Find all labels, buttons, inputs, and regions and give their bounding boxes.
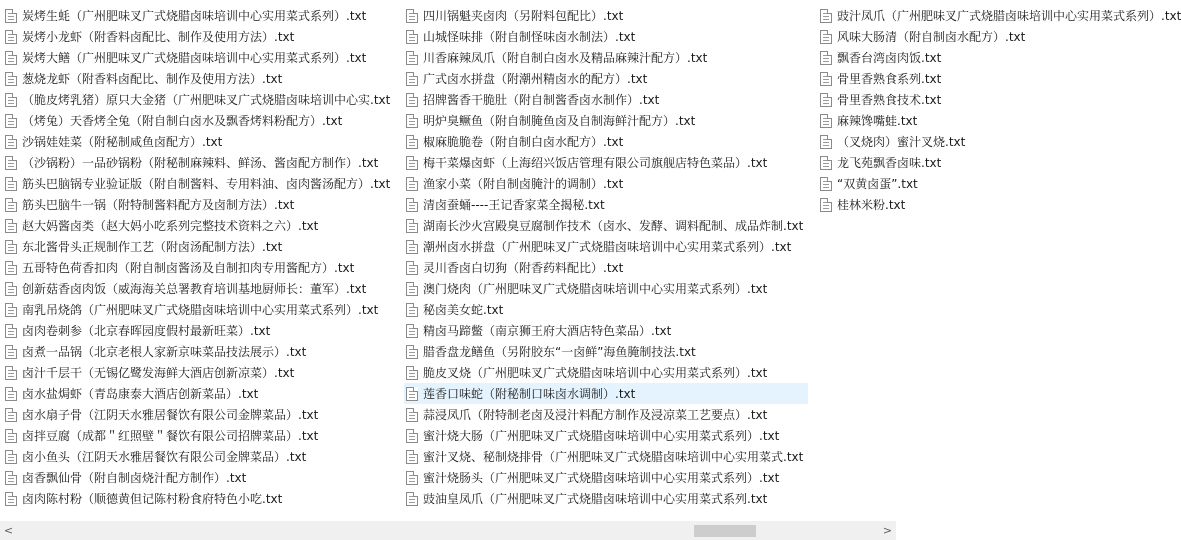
text-file-icon bbox=[5, 93, 17, 107]
file-item[interactable] bbox=[3, 47, 401, 68]
file-name: 东北酱骨头正规制作工艺（附卤汤配制方法）.txt bbox=[22, 240, 283, 254]
file-name: 沙锅娃娃菜（附秘制咸鱼卤配方）.txt bbox=[22, 135, 223, 149]
text-file-icon bbox=[406, 198, 418, 212]
file-item[interactable] bbox=[404, 320, 808, 341]
file-name: 卤煮一品锅（北京老根人家新京味菜品技法展示）.txt bbox=[22, 345, 307, 359]
file-item[interactable] bbox=[818, 47, 942, 68]
text-file-icon bbox=[406, 408, 418, 422]
text-file-icon bbox=[5, 51, 17, 65]
file-item[interactable] bbox=[404, 425, 808, 446]
file-name: 骨里香熟食技术.txt bbox=[837, 93, 942, 107]
file-name: 蜜汁烧肠头（广州肥味叉广式烧腊卤味培训中心实用菜式系列）.txt bbox=[423, 471, 780, 485]
file-name: 南乳吊烧鸽（广州肥味叉广式烧腊卤味培训中心实用菜式系列）.txt bbox=[22, 303, 379, 317]
file-name: 创新菇香卤肉饭（威海海关总署教育培训基地厨师长：董军）.txt bbox=[22, 282, 367, 296]
file-name: 炭烤小龙虾（附香料卤配比、制作及使用方法）.txt bbox=[22, 30, 295, 44]
file-item[interactable] bbox=[404, 26, 808, 47]
text-file-icon bbox=[406, 261, 418, 275]
text-file-icon bbox=[5, 261, 17, 275]
text-file-icon bbox=[5, 429, 17, 443]
file-name: 秘卤美女蛇.txt bbox=[423, 303, 504, 317]
text-file-icon bbox=[406, 114, 418, 128]
file-item[interactable] bbox=[818, 26, 1026, 47]
file-name: 灵川香卤白切狗（附香药料配比）.txt bbox=[423, 261, 624, 275]
file-name: 山城怪味排（附自制怪味卤水制法）.txt bbox=[423, 30, 636, 44]
file-item[interactable] bbox=[3, 488, 401, 509]
file-name: 蜜汁烧大肠（广州肥味叉广式烧腊卤味培训中心实用菜式系列）.txt bbox=[423, 429, 780, 443]
file-name: （烤兔）天香烤全兔（附自制白卤水及飘香烤料粉配方）.txt bbox=[22, 114, 343, 128]
text-file-icon bbox=[406, 177, 418, 191]
file-name: （叉烧肉）蜜汁叉烧.txt bbox=[837, 135, 966, 149]
text-file-icon bbox=[5, 345, 17, 359]
file-item[interactable] bbox=[404, 215, 808, 236]
text-file-icon bbox=[5, 198, 17, 212]
file-item[interactable] bbox=[3, 257, 401, 278]
file-name: 明炉臭鳜鱼（附自制腌鱼卤及自制海鲜汁配方）.txt bbox=[423, 114, 696, 128]
file-name: 湖南长沙火宫殿臭豆腐制作技术（卤水、发酵、调料配制、成品炸制.txt bbox=[423, 219, 804, 233]
file-column-1 bbox=[3, 5, 401, 509]
file-item[interactable] bbox=[3, 26, 401, 47]
text-file-icon bbox=[5, 324, 17, 338]
text-file-icon bbox=[406, 30, 418, 44]
file-item[interactable] bbox=[3, 467, 401, 488]
scroll-right-arrow-icon[interactable]: > bbox=[882, 524, 893, 537]
file-item[interactable] bbox=[404, 5, 808, 26]
text-file-icon bbox=[406, 324, 418, 338]
file-item[interactable] bbox=[404, 194, 808, 215]
text-file-icon bbox=[5, 177, 17, 191]
file-name: 脆皮叉烧（广州肥味叉广式烧腊卤味培训中心实用菜式系列）.txt bbox=[423, 366, 768, 380]
file-item[interactable] bbox=[3, 320, 401, 341]
file-item[interactable] bbox=[404, 257, 808, 278]
text-file-icon bbox=[5, 408, 17, 422]
file-name: 五哥特色荷香扣肉（附自制卤酱汤及自制扣肉专用酱配方）.txt bbox=[22, 261, 355, 275]
scrollbar-thumb[interactable] bbox=[694, 525, 756, 537]
text-file-icon bbox=[406, 240, 418, 254]
file-name: 广式卤水拼盘（附潮州精卤水的配方）.txt bbox=[423, 72, 648, 86]
file-name: 豉油皇凤爪（广州肥味叉广式烧腊卤味培训中心实用菜式系列.txt bbox=[423, 492, 768, 506]
text-file-icon bbox=[5, 492, 17, 506]
file-item[interactable] bbox=[3, 236, 401, 257]
text-file-icon bbox=[5, 240, 17, 254]
text-file-icon bbox=[5, 219, 17, 233]
file-item[interactable] bbox=[404, 341, 808, 362]
file-name: 梅干菜爆卤虾（上海绍兴饭店管理有限公司旗舰店特色菜品）.txt bbox=[423, 156, 768, 170]
text-file-icon bbox=[820, 198, 832, 212]
file-name: 葱烧龙虾（附香料卤配比、制作及使用方法）.txt bbox=[22, 72, 283, 86]
text-file-icon bbox=[5, 30, 17, 44]
file-name: 蜜汁叉烧、秘制烧排骨（广州肥味叉广式烧腊卤味培训中心实用菜式.txt bbox=[423, 450, 804, 464]
file-item[interactable] bbox=[404, 110, 808, 131]
file-name: 清卤蚕蛹----王记香家菜全揭秘.txt bbox=[423, 198, 605, 212]
text-file-icon bbox=[406, 51, 418, 65]
text-file-icon bbox=[5, 135, 17, 149]
file-name: “双黄卤蛋”.txt bbox=[837, 177, 918, 191]
scroll-left-arrow-icon[interactable]: < bbox=[3, 524, 14, 537]
file-name: 卤香飘仙骨（附自制卤烧汁配方制作）.txt bbox=[22, 471, 247, 485]
file-item[interactable] bbox=[404, 47, 808, 68]
file-name: 卤肉陈村粉（顺德黄但记陈村粉食府特色小吃.txt bbox=[22, 492, 283, 506]
file-item[interactable] bbox=[404, 383, 808, 404]
file-column-3 bbox=[818, 5, 1181, 215]
text-file-icon bbox=[5, 303, 17, 317]
file-name: 炭烤生蚝（广州肥味叉广式烧腊卤味培训中心实用菜式系列）.txt bbox=[22, 9, 367, 23]
file-name: 招牌酱香干脆肚（附自制酱香卤水制作）.txt bbox=[423, 93, 660, 107]
file-item[interactable] bbox=[3, 362, 401, 383]
text-file-icon bbox=[406, 72, 418, 86]
text-file-icon bbox=[5, 156, 17, 170]
file-name: 风味大肠清（附自制卤水配方）.txt bbox=[837, 30, 1026, 44]
text-file-icon bbox=[406, 93, 418, 107]
file-name: 卤肉卷刺参（北京春晖园度假村最新旺菜）.txt bbox=[22, 324, 271, 338]
text-file-icon bbox=[5, 471, 17, 485]
text-file-icon bbox=[5, 366, 17, 380]
text-file-icon bbox=[5, 72, 17, 86]
file-name: 蒜浸凤爪（附特制老卤及浸汁料配方制作及浸凉菜工艺要点）.txt bbox=[423, 408, 768, 422]
text-file-icon bbox=[406, 492, 418, 506]
file-item[interactable] bbox=[3, 152, 401, 173]
file-name: 四川锅魁夹卤肉（另附料包配比）.txt bbox=[423, 9, 624, 23]
text-file-icon bbox=[406, 9, 418, 23]
file-item[interactable] bbox=[3, 425, 401, 446]
file-item[interactable] bbox=[404, 299, 808, 320]
file-item[interactable] bbox=[404, 173, 808, 194]
text-file-icon bbox=[5, 9, 17, 23]
file-item[interactable] bbox=[818, 131, 966, 152]
file-item[interactable] bbox=[3, 110, 401, 131]
file-item[interactable] bbox=[404, 89, 808, 110]
file-item[interactable] bbox=[3, 299, 401, 320]
file-name: 卤水扇子骨（江阴天水雅居餐饮有限公司金牌菜品）.txt bbox=[22, 408, 319, 422]
file-item[interactable] bbox=[3, 173, 401, 194]
file-name: 炭烤大鳝（广州肥味叉广式烧腊卤味培训中心实用菜式系列）.txt bbox=[22, 51, 367, 65]
file-name: 潮州卤水拼盘（广州肥味叉广式烧腊卤味培训中心实用菜式系列）.txt bbox=[423, 240, 792, 254]
text-file-icon bbox=[5, 114, 17, 128]
file-name: 卤汁千层干（无锡亿鹭发海鲜大酒店创新凉菜）.txt bbox=[22, 366, 295, 380]
file-name: 骨里香熟食系列.txt bbox=[837, 72, 942, 86]
text-file-icon bbox=[820, 177, 832, 191]
file-item[interactable] bbox=[818, 5, 1181, 26]
file-name: 澳门烧肉（广州肥味叉广式烧腊卤味培训中心实用菜式系列）.txt bbox=[423, 282, 768, 296]
text-file-icon bbox=[406, 282, 418, 296]
file-name: 麻辣馋嘴蛙.txt bbox=[837, 114, 918, 128]
file-name: 椒麻脆脆卷（附自制白卤水配方）.txt bbox=[423, 135, 624, 149]
file-item[interactable] bbox=[818, 194, 938, 215]
file-name: 赵大妈酱卤类（赵大妈小吃系列完整技术资料之六）.txt bbox=[22, 219, 319, 233]
file-item[interactable] bbox=[404, 362, 808, 383]
file-item[interactable] bbox=[3, 68, 401, 89]
file-item[interactable] bbox=[404, 152, 808, 173]
text-file-icon bbox=[820, 93, 832, 107]
text-file-icon bbox=[820, 114, 832, 128]
text-file-icon bbox=[406, 156, 418, 170]
file-column-2 bbox=[404, 5, 808, 509]
text-file-icon bbox=[406, 345, 418, 359]
text-file-icon bbox=[5, 282, 17, 296]
file-item[interactable] bbox=[404, 278, 808, 299]
file-item[interactable] bbox=[818, 152, 942, 173]
file-item[interactable] bbox=[3, 5, 401, 26]
text-file-icon bbox=[406, 366, 418, 380]
file-item[interactable] bbox=[404, 68, 808, 89]
file-item[interactable] bbox=[818, 173, 938, 194]
text-file-icon bbox=[820, 72, 832, 86]
file-item[interactable] bbox=[3, 383, 401, 404]
file-item[interactable] bbox=[404, 404, 808, 425]
file-name: 腊香盘龙鳝鱼（另附胶东“一卤鲜”海鱼腌制技法.txt bbox=[423, 345, 696, 359]
text-file-icon bbox=[5, 387, 17, 401]
file-item[interactable] bbox=[3, 278, 401, 299]
text-file-icon bbox=[406, 387, 418, 401]
file-name: 筋头巴脑锅专业验证版（附自制酱料、专用料油、卤肉酱汤配方）.txt bbox=[22, 177, 391, 191]
file-item[interactable] bbox=[3, 194, 401, 215]
file-name: 筋头巴脑牛一锅（附特制酱料配方及卤制方法）.txt bbox=[22, 198, 295, 212]
text-file-icon bbox=[406, 135, 418, 149]
text-file-icon bbox=[820, 156, 832, 170]
text-file-icon bbox=[820, 9, 832, 23]
file-name: （脆皮烤乳猪）原只大金猪（广州肥味叉广式烧腊卤味培训中心实.txt bbox=[22, 93, 391, 107]
file-item[interactable] bbox=[818, 89, 942, 110]
file-item[interactable] bbox=[818, 110, 938, 131]
file-name: 飘香台湾卤肉饭.txt bbox=[837, 51, 942, 65]
file-item[interactable] bbox=[404, 467, 808, 488]
file-item[interactable] bbox=[404, 236, 808, 257]
text-file-icon bbox=[406, 303, 418, 317]
text-file-icon bbox=[5, 450, 17, 464]
file-name: 莲香口味蛇（附秘制口味卤水调制）.txt bbox=[423, 387, 636, 401]
file-name: 卤小鱼头（江阴天水雅居餐饮有限公司金牌菜品）.txt bbox=[22, 450, 307, 464]
text-file-icon bbox=[406, 219, 418, 233]
file-item[interactable] bbox=[3, 341, 401, 362]
file-name: 川香麻辣凤爪（附自制白卤水及精品麻辣汁配方）.txt bbox=[423, 51, 708, 65]
text-file-icon bbox=[820, 30, 832, 44]
file-name: 龙飞苑飘香卤味.txt bbox=[837, 156, 942, 170]
file-name: 卤拌豆腐（成都＂红照壁＂餐饮有限公司招牌菜品）.txt bbox=[22, 429, 319, 443]
text-file-icon bbox=[820, 51, 832, 65]
file-item[interactable] bbox=[404, 131, 808, 152]
file-item[interactable] bbox=[404, 446, 808, 467]
text-file-icon bbox=[820, 135, 832, 149]
file-item[interactable] bbox=[818, 68, 942, 89]
file-item[interactable] bbox=[3, 446, 401, 467]
file-name: 渔家小菜（附自制卤腌汁的调制）.txt bbox=[423, 177, 624, 191]
file-item[interactable] bbox=[3, 89, 401, 110]
file-name: 豉汁凤爪（广州肥味叉广式烧腊卤味培训中心实用菜式系列）.txt bbox=[837, 9, 1181, 23]
file-item[interactable] bbox=[3, 215, 401, 236]
file-name: （沙锅粉）一品砂锅粉（附秘制麻辣料、鲜汤、酱卤配方制作）.txt bbox=[22, 156, 379, 170]
file-item[interactable] bbox=[3, 131, 401, 152]
file-item[interactable] bbox=[3, 404, 401, 425]
file-item[interactable] bbox=[404, 488, 808, 509]
horizontal-scrollbar[interactable] bbox=[0, 521, 896, 540]
file-name: 桂林米粉.txt bbox=[837, 198, 906, 212]
file-name: 卤水盐焗虾（青岛康泰大酒店创新菜品）.txt bbox=[22, 387, 259, 401]
file-name: 精卤马蹄鳖（南京狮王府大酒店特色菜品）.txt bbox=[423, 324, 672, 338]
text-file-icon bbox=[406, 471, 418, 485]
text-file-icon bbox=[406, 429, 418, 443]
text-file-icon bbox=[406, 450, 418, 464]
